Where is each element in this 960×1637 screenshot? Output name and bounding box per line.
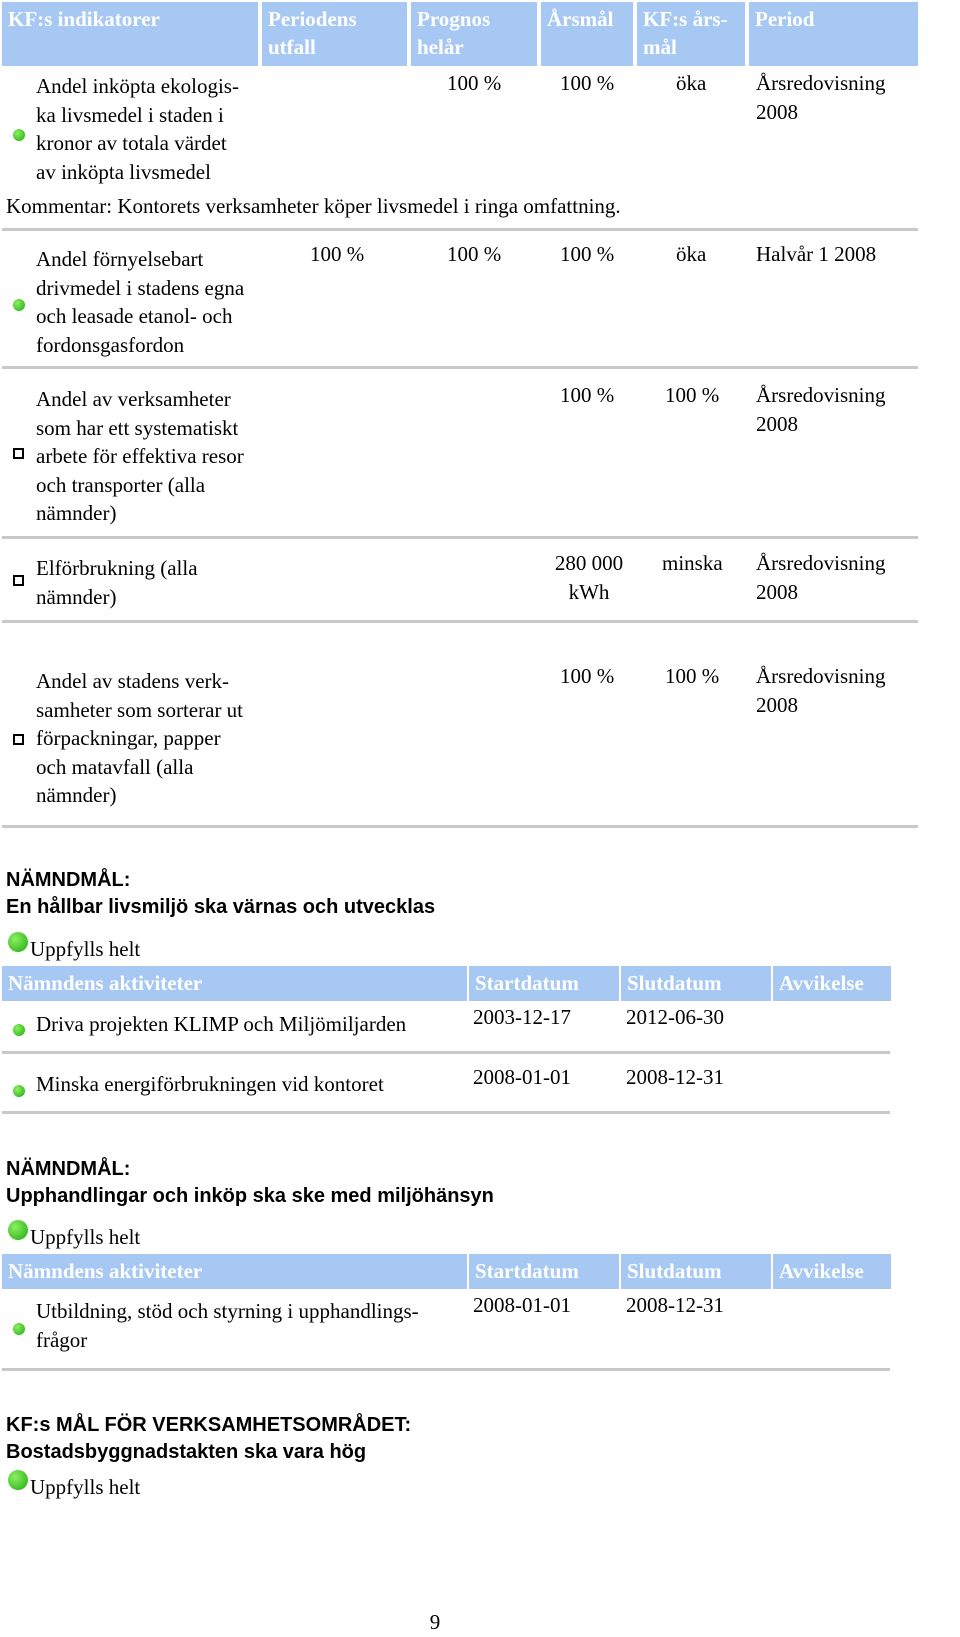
status-green-icon xyxy=(13,129,25,141)
goal-title: En hållbar livsmiljö ska värnas och utvecklas xyxy=(6,896,436,918)
forecast-value: 100 % xyxy=(447,71,502,95)
year-goal-value: 100 % xyxy=(560,71,615,95)
status-green-icon xyxy=(8,1220,28,1240)
goal-title: Bostadsbyggnadstakten ska vara hög xyxy=(6,1441,367,1463)
status-green-icon xyxy=(8,1470,28,1490)
col-header-start: Startdatum xyxy=(469,1254,619,1289)
row-divider xyxy=(2,825,918,828)
col-header-end: Slutdatum xyxy=(621,1254,771,1289)
goal-status: Uppfylls helt xyxy=(30,1475,141,1499)
status-empty-icon xyxy=(13,575,24,586)
goal-label: NÄMNDMÅL: xyxy=(6,1158,131,1180)
col-header-year-goal: Årsmål xyxy=(541,2,633,66)
col-header-activity: Nämndens aktiviteter xyxy=(2,966,467,1001)
row-divider xyxy=(2,366,918,369)
col-header-activity: Nämndens aktiviteter xyxy=(2,1254,467,1289)
kf-goal-value: 100 % xyxy=(665,383,720,407)
activity-name: Utbildning, stöd och styrning i upphandlings- frågor xyxy=(36,1299,419,1352)
year-goal-value: 100 % xyxy=(560,383,615,407)
goal-status: Uppfylls helt xyxy=(30,937,141,961)
activity-end: 2008-12-31 xyxy=(626,1293,724,1317)
status-green-icon xyxy=(13,299,25,311)
status-green-icon xyxy=(13,1024,25,1036)
row-divider xyxy=(2,228,918,231)
year-goal-value: 280 000 kWh xyxy=(554,551,624,604)
activity-start: 2008-01-01 xyxy=(473,1065,571,1089)
col-header-deviation: Avvikelse xyxy=(773,1254,891,1289)
status-green-icon xyxy=(8,932,28,952)
col-header-end: Slutdatum xyxy=(621,966,771,1001)
period-value: Årsredovisning 2008 xyxy=(756,664,886,717)
goal-label: KF:s MÅL FÖR VERKSAMHETSOMRÅDET: xyxy=(6,1414,412,1436)
indicator-name: Elförbrukning (alla nämnder) xyxy=(36,556,198,609)
forecast-value: 100 % xyxy=(447,242,502,266)
year-goal-value: 100 % xyxy=(560,242,615,266)
year-goal-value: 100 % xyxy=(560,664,615,688)
row-divider xyxy=(2,536,918,539)
col-header-period-outcome: Periodens utfall xyxy=(262,2,407,66)
goal-label: NÄMNDMÅL: xyxy=(6,869,131,891)
row-divider xyxy=(2,1111,890,1114)
col-header-forecast: Prognos helår xyxy=(411,2,537,66)
activity-name: Driva projekten KLIMP och Miljömiljarden xyxy=(36,1012,407,1036)
col-header-indicator: KF:s indikatorer xyxy=(2,2,258,66)
row-divider xyxy=(2,620,918,623)
activity-end: 2012-06-30 xyxy=(626,1005,724,1029)
outcome-value: 100 % xyxy=(310,242,365,266)
page-number: 9 xyxy=(429,1610,441,1634)
indicator-name: Andel av verksamheter som har ett systematiskt arbete för effektiva resor och transporter (alla nämnder) xyxy=(36,387,244,525)
row-divider xyxy=(2,1051,890,1054)
kf-goal-value: 100 % xyxy=(665,664,720,688)
indicator-name: Andel förnyelsebart drivmedel i stadens egna och leasade etanol- och fordonsgasfordon xyxy=(36,247,245,357)
activity-start: 2008-01-01 xyxy=(473,1293,571,1317)
indicator-name: Andel av stadens verk- samheter som sorterar ut förpackningar, papper och matavfall (alla nämnder) xyxy=(36,669,244,807)
activity-start: 2003-12-17 xyxy=(473,1005,571,1029)
kf-goal-value: öka xyxy=(676,71,707,95)
status-green-icon xyxy=(13,1085,25,1097)
period-value: Halvår 1 2008 xyxy=(756,242,877,266)
col-header-period: Period xyxy=(749,2,918,66)
status-empty-icon xyxy=(13,734,24,745)
period-value: Årsredovisning 2008 xyxy=(756,383,886,436)
status-empty-icon xyxy=(13,448,24,459)
goal-status: Uppfylls helt xyxy=(30,1225,141,1249)
goal-title: Upphandlingar och inköp ska ske med miljöhänsyn xyxy=(6,1185,494,1207)
row-divider xyxy=(2,1368,890,1371)
comment: Kommentar: Kontorets verksamheter köper livsmedel i ringa omfattning. xyxy=(6,194,621,218)
period-value: Årsredovisning 2008 xyxy=(756,71,886,124)
col-header-kf-year-goal: KF:s års- mål xyxy=(637,2,745,66)
col-header-start: Startdatum xyxy=(469,966,619,1001)
col-header-deviation: Avvikelse xyxy=(773,966,891,1001)
kf-goal-value: öka xyxy=(676,242,707,266)
period-value: Årsredovisning 2008 xyxy=(756,551,886,604)
indicator-name: Andel inköpta ekologis- ka livsmedel i staden i kronor av totala värdet av inköpta livsmedel xyxy=(36,74,239,184)
activity-end: 2008-12-31 xyxy=(626,1065,724,1089)
activity-name: Minska energiförbrukningen vid kontoret xyxy=(36,1072,384,1096)
status-green-icon xyxy=(13,1323,25,1335)
kf-goal-value: minska xyxy=(662,551,723,575)
